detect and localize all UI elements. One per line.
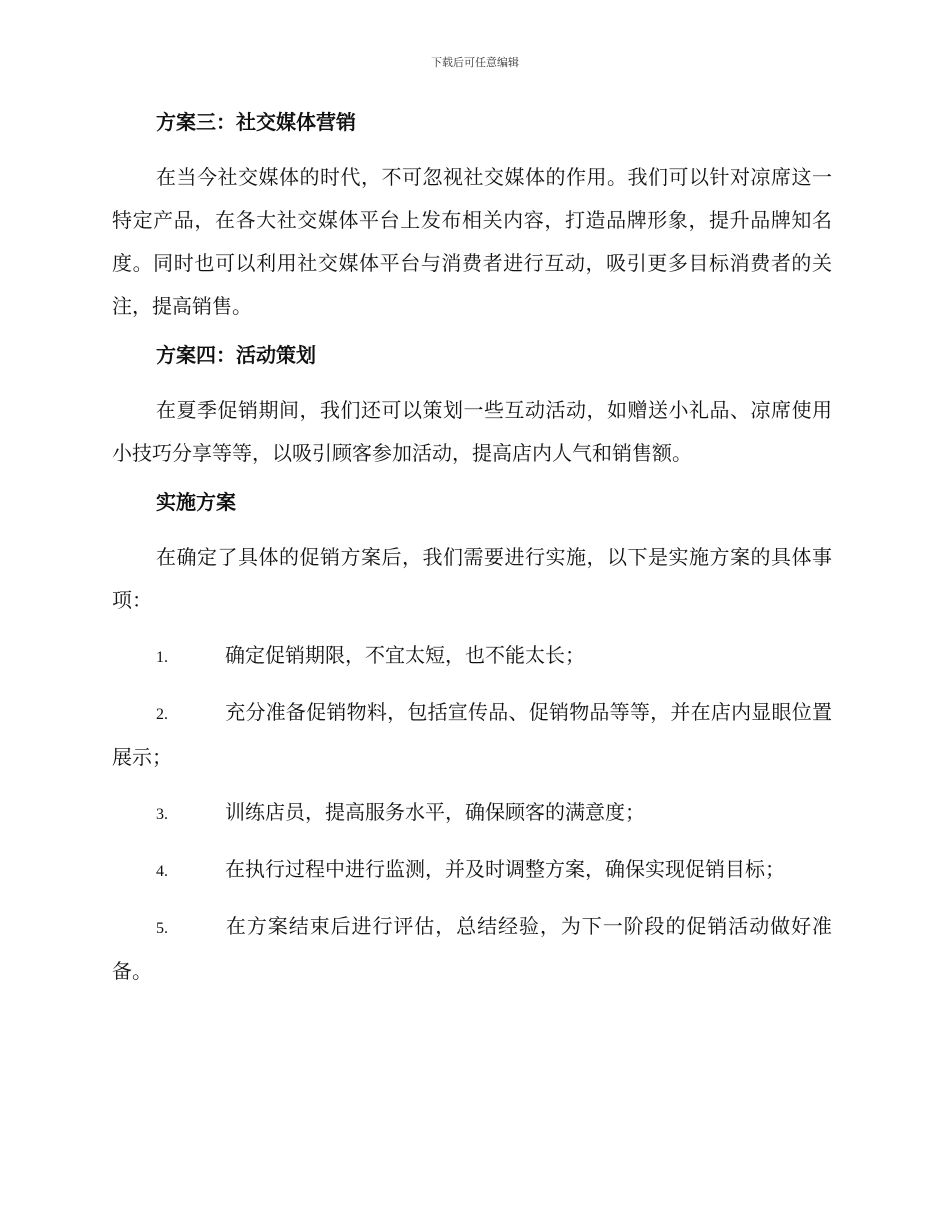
header-note: 下载后可任意编辑 — [431, 56, 519, 69]
list-item-text: 训练店员，提高服务水平，确保顾客的满意度； — [225, 800, 645, 824]
section-paragraph-plan3: 在当今社交媒体的时代，不可忽视社交媒体的作用。我们可以针对凉席这一特定产品，在各大社交媒体平台上发布相关内容，打造品牌形象，提升品牌知名度。同时也可以利用社交媒体平台与消费者进行互动，吸引更多目标消费者的关注，提高销售。 — [112, 165, 832, 318]
list-item-text: 充分准备促销物料，包括宣传品、促销物品等等，并在店内显眼位置展示； — [112, 700, 832, 769]
section-heading-plan4: 方案四：活动策划 — [156, 343, 316, 367]
list-item-number: 3. — [156, 806, 168, 823]
section-heading-implementation: 实施方案 — [156, 490, 236, 514]
list-item-number: 4. — [156, 863, 168, 880]
list-item — [112, 634, 832, 679]
section-heading-plan3: 方案三：社交媒体营销 — [156, 110, 356, 134]
list-item-number: 1. — [156, 649, 168, 666]
list-item-text: 确定促销期限，不宜太短，也不能太长； — [225, 643, 585, 667]
list-item — [112, 791, 832, 836]
list-item — [112, 848, 832, 893]
section-paragraph-implementation: 在确定了具体的促销方案后，我们需要进行实施，以下是实施方案的具体事项： — [112, 545, 832, 612]
section-paragraph-plan4: 在夏季促销期间，我们还可以策划一些互动活动，如赠送小礼品、凉席使用小技巧分享等等，以吸引顾客参加活动，提高店内人气和销售额。 — [112, 398, 832, 465]
list-item-text: 在方案结束后进行评估，总结经验，为下一阶段的促销活动做好准备。 — [112, 914, 832, 983]
list-item-text: 在执行过程中进行监测，并及时调整方案，确保实现促销目标； — [225, 857, 785, 881]
list-item — [112, 905, 832, 993]
list-item-number: 5. — [156, 920, 168, 937]
list-item — [112, 691, 832, 779]
list-item-number: 2. — [156, 706, 168, 723]
document-body — [112, 108, 832, 1005]
